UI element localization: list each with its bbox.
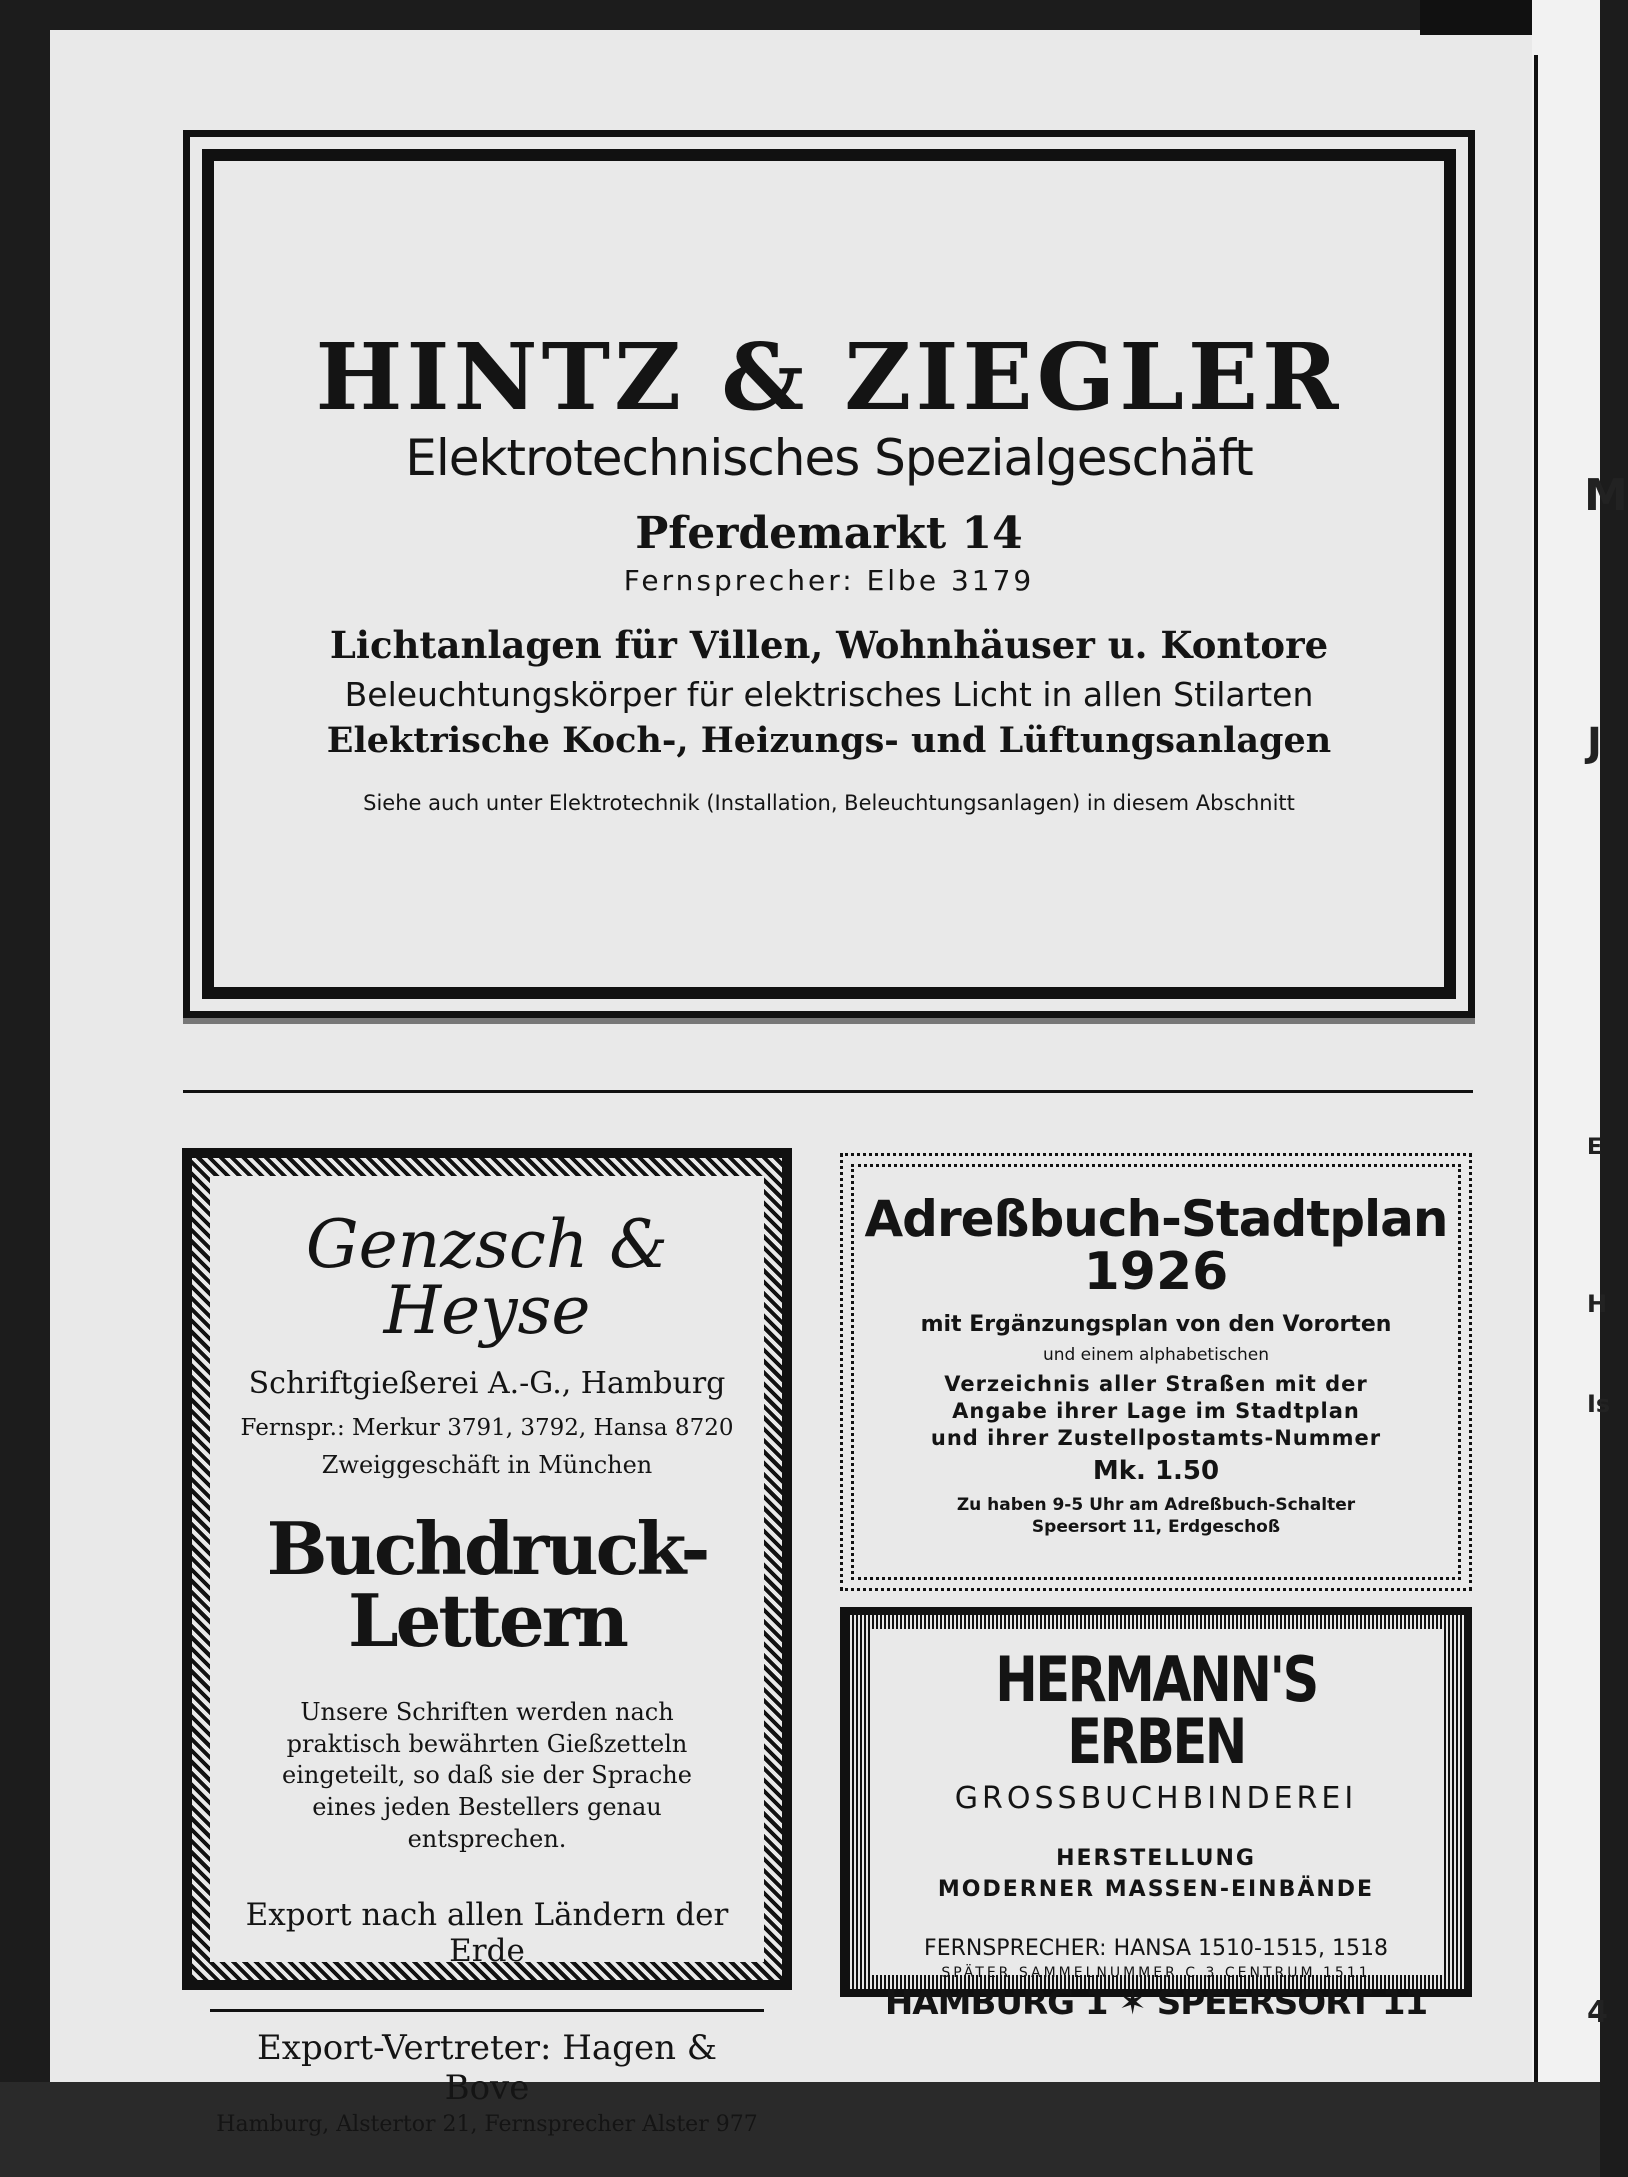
ad-content [870, 1629, 1442, 2023]
ad-rule [210, 2009, 764, 2012]
ad-line: Lichtanlagen für Villen, Wohnhäuser u. Kontore [329, 623, 1329, 667]
ad-title: Adreßbuch-Stadtplan [864, 1190, 1448, 1248]
ad-line: Elektrische Koch-, Heizungs- und Lüftungsanlagen [326, 720, 1332, 761]
adjacent-page-edge [1532, 0, 1628, 2177]
fragment-text: 4 [1587, 1995, 1608, 2030]
fragment-text: H [1587, 1290, 1608, 1318]
ad-subtitle: Elektrotechnisches Spezialgeschäft [405, 429, 1253, 487]
ad-headline: Buchdruck-Lettern [266, 1506, 708, 1663]
ad-address: HAMBURG 1 ✶ SPEERSORT 11 [884, 1983, 1428, 2023]
ad-body: Unsere Schriften werden nach praktisch bewährten Gießzetteln eingeteilt, so daß sie der Sprache eines jeden Bestellers genau entsprechen. [282, 1698, 692, 1853]
ad-border [202, 149, 1456, 999]
ad-adressbuch-stadtplan [840, 1153, 1472, 1591]
ad-later-number: SPÄTER SAMMELNUMMER C 3 CENTRUM 1511 [941, 1965, 1371, 1981]
ad-line: mit Ergänzungsplan von den Vororten [920, 1311, 1392, 1337]
fragment-text: J [1587, 720, 1602, 766]
ad-export: Export nach allen Ländern der Erde [245, 1897, 729, 1970]
ad-location: Speersort 11, Erdgeschoß [1031, 1517, 1281, 1538]
ad-line-part: Verzeichnis aller Straßen mit der [944, 1371, 1368, 1396]
ad-line [854, 1371, 1458, 1453]
ad-note: Siehe auch unter Elektrotechnik (Installation, Beleuchtungsanlagen) in diesem Abschnitt [363, 791, 1295, 815]
ad-genzsch-heyse [182, 1148, 792, 2138]
ad-representative: Export-Vertreter: Hagen & Bove [256, 2028, 718, 2109]
fragment-text: Is [1587, 1390, 1611, 1418]
ad-year: 1926 [1083, 1241, 1229, 1302]
ad-content [851, 1164, 1461, 1580]
ad-price: Mk. 1.50 [1092, 1456, 1220, 1487]
ad-shadow [183, 1018, 1475, 1024]
ad-line-part: und ihrer Zustellpostamts-Nummer [930, 1426, 1382, 1451]
fragment-text: M [1584, 470, 1628, 521]
ad-phone: FERNSPRECHER: HANSA 1510-1515, 1518 [924, 1936, 1388, 1961]
ad-line: und einem alphabetischen [1042, 1344, 1270, 1365]
ad-subtitle: Schriftgießerei A.-G., Hamburg [248, 1366, 726, 1401]
ad-title: HINTZ & ZIEGLER [315, 323, 1343, 431]
ad-line: MODERNER MASSEN-EINBÄNDE [937, 1877, 1375, 1902]
ad-line: HERSTELLUNG [1056, 1846, 1256, 1871]
fragment-text: E [1587, 1135, 1603, 1160]
ad-subtitle: GROSSBUCHBINDEREI [954, 1781, 1358, 1816]
ad-hours-text: Zu haben 9-5 Uhr am Adreßbuch-Schalter [956, 1495, 1356, 1516]
ad-branch: Zweiggeschäft in München [321, 1451, 653, 1479]
ad-address: Pferdemarkt 14 [635, 508, 1023, 559]
ad-line-part: Angabe ihrer Lage im Stadtplan [952, 1398, 1360, 1423]
section-divider [183, 1090, 1473, 1093]
ad-content [210, 1176, 764, 2138]
ad-hintz-ziegler [183, 130, 1475, 1018]
ad-phone: Fernspr.: Merkur 3791, 3792, Hansa 8720 [240, 1415, 734, 1441]
ad-title: Genzsch & Heyse [305, 1206, 669, 1349]
ad-content [214, 323, 1444, 815]
ad-hermanns-erben [840, 1607, 1472, 2023]
ad-title: HERMANN'S ERBEN [995, 1643, 1317, 1778]
gutter-rule [1534, 55, 1538, 2155]
ad-phone: Fernsprecher: Elbe 3179 [623, 564, 1035, 597]
ad-hours [854, 1494, 1458, 1538]
ad-line: Beleuchtungskörper für elektrisches Licht in allen Stilarten [344, 675, 1314, 714]
ad-rep-address: Hamburg, Alstertor 21, Fernsprecher Alster 977 [216, 2112, 758, 2138]
